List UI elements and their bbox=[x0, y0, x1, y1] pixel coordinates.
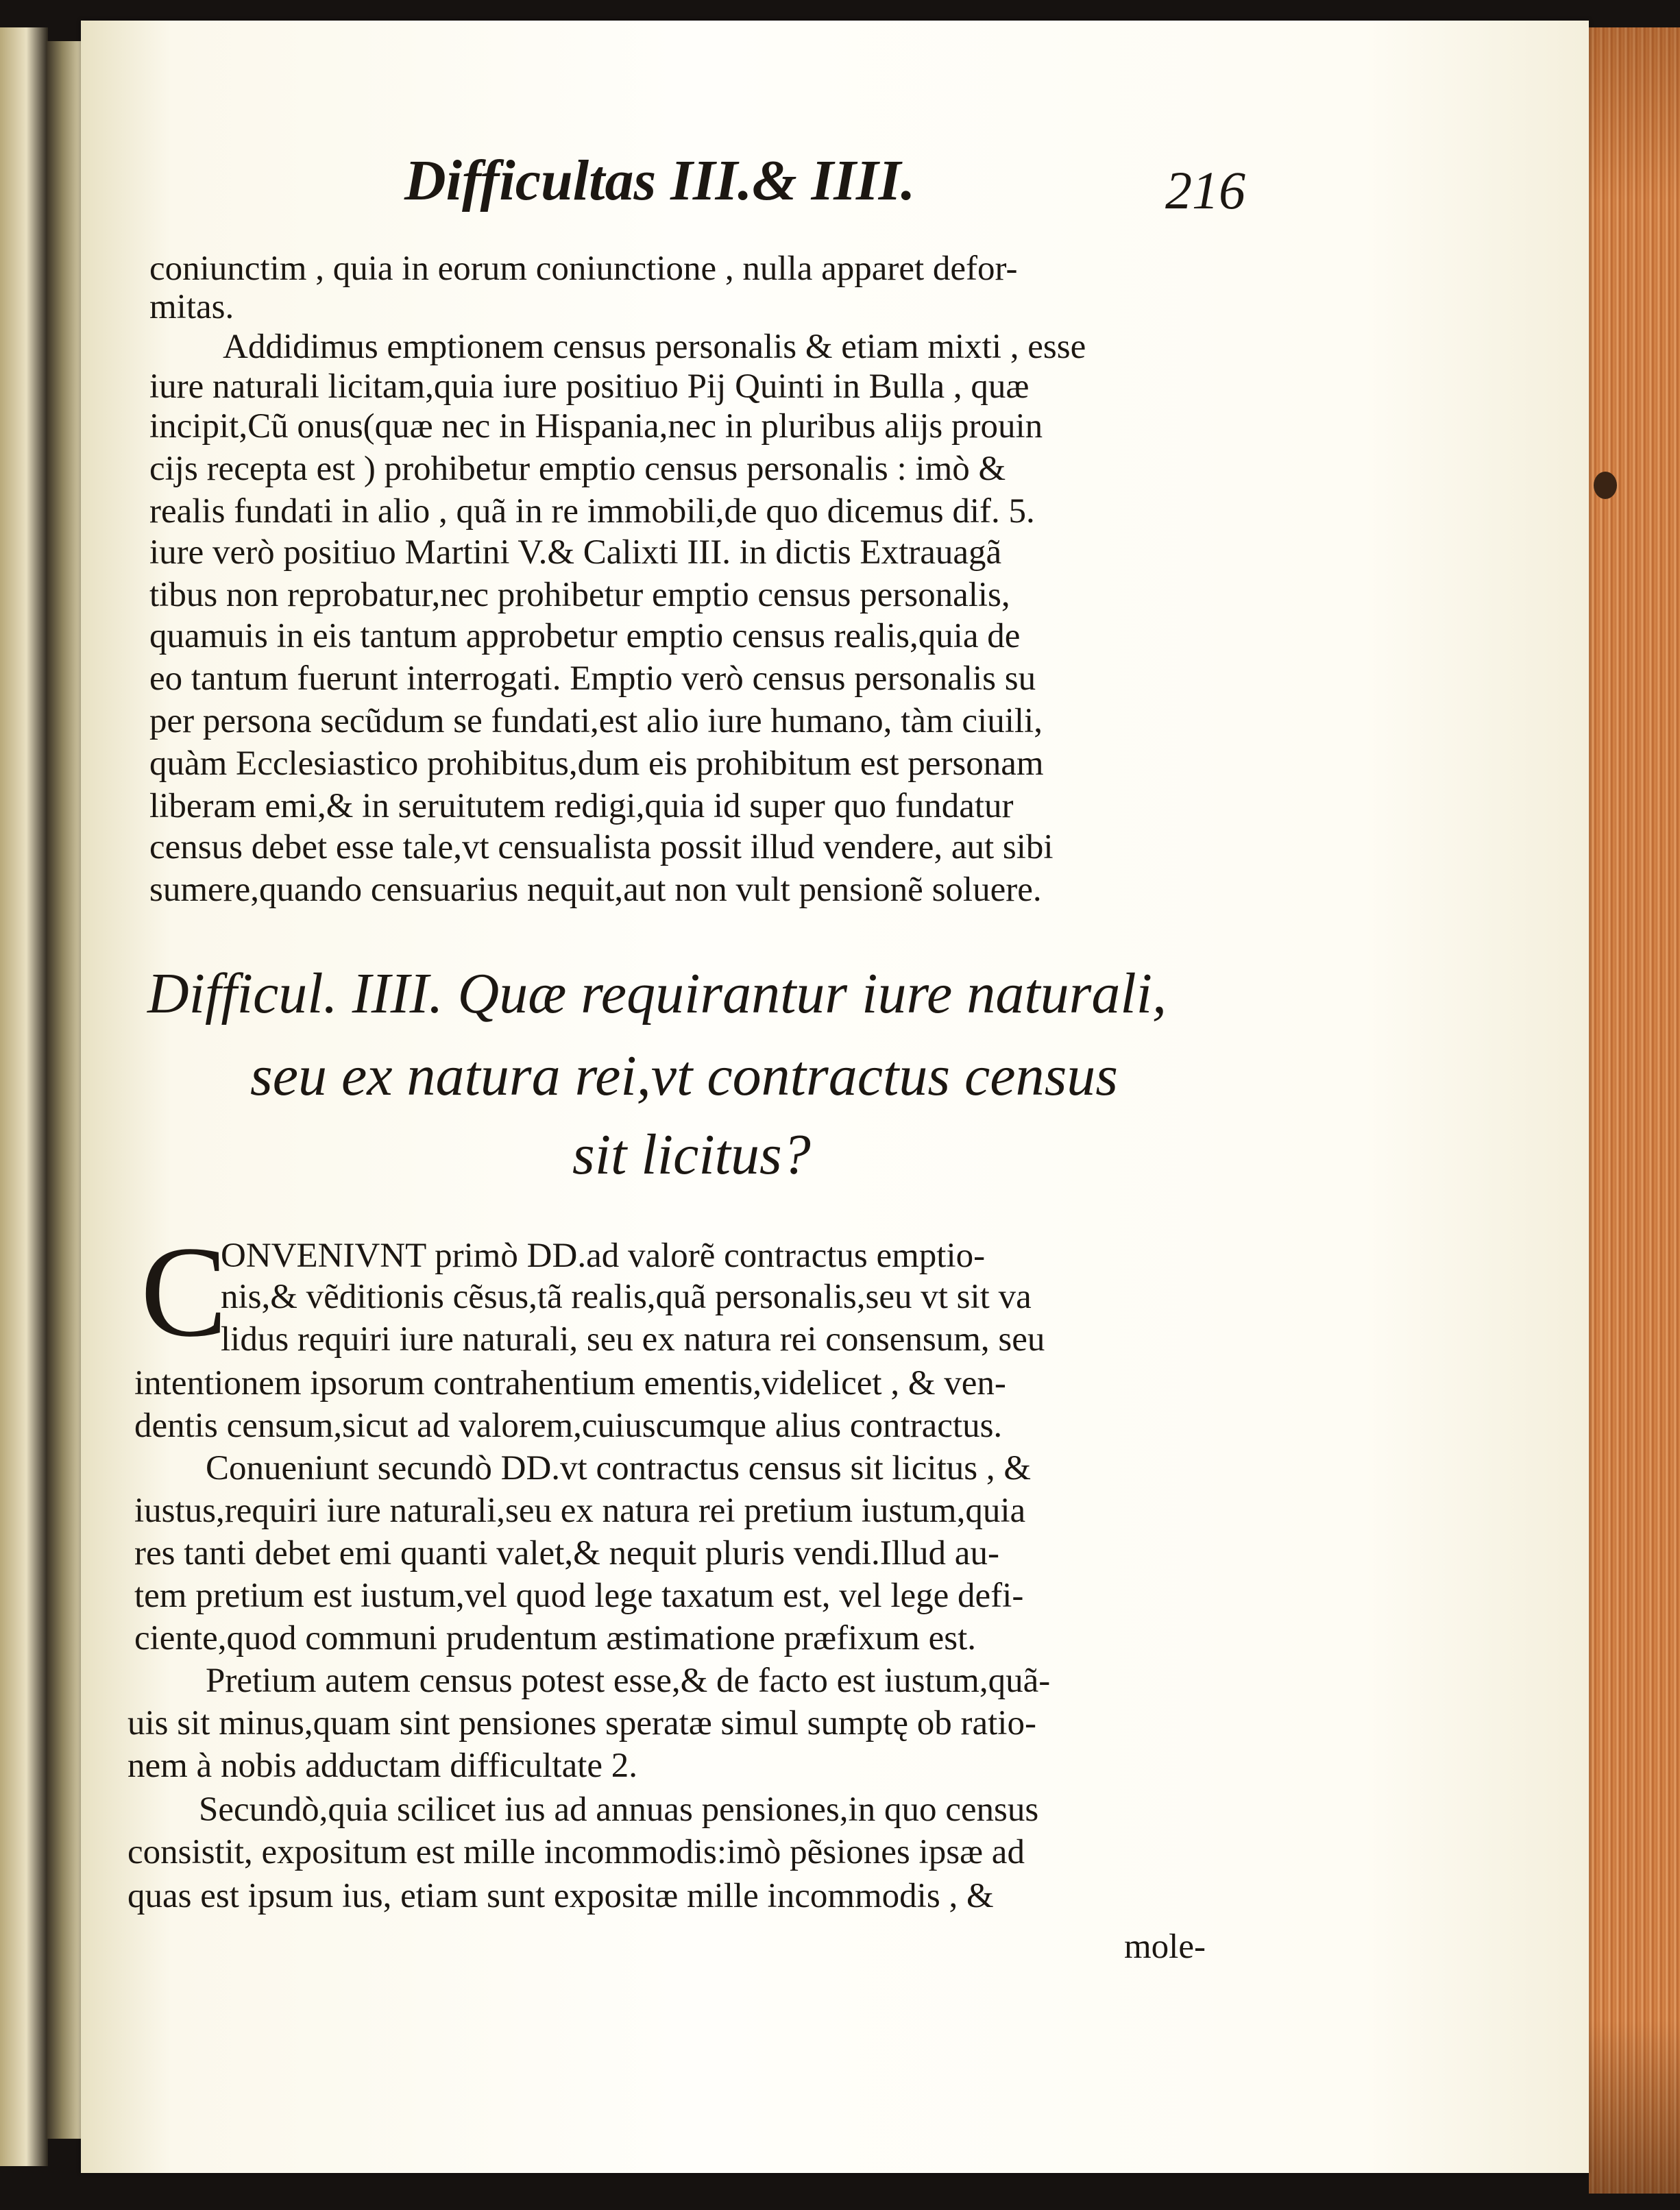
text-line: quàm Ecclesiastico prohibitus,dum eis prohibitum est personam bbox=[149, 744, 1044, 783]
header-title: Difficultas III.& IIII. bbox=[404, 149, 916, 212]
text-line: per persona secũdum se fundati,est alio iure humano, tàm ciuili, bbox=[149, 702, 1043, 740]
running-header bbox=[404, 147, 1295, 236]
text-line: dentis censum,sicut ad valorem,cuiuscumque alius contractus. bbox=[134, 1407, 1003, 1445]
text-line: mitas. bbox=[149, 288, 234, 326]
text-line: quas est ipsum ius, etiam sunt expositæ mille incommodis , & bbox=[127, 1877, 994, 1915]
text-line: tibus non reprobatur,nec prohibetur emptio census personalis, bbox=[149, 576, 1010, 614]
page-edges bbox=[1589, 27, 1680, 2194]
text-line: incipit,Cũ onus(quæ nec in Hispania,nec in pluribus alijs prouin bbox=[149, 407, 1043, 446]
text-line: census debet esse tale,vt censualista possit illud vendere, aut sibi bbox=[149, 828, 1054, 866]
text-line: realis fundati in alio , quã in re immobili,de quo dicemus dif. 5. bbox=[149, 492, 1035, 531]
text-line: res tanti debet emi quanti valet,& nequit pluris vendi.Illud au- bbox=[134, 1534, 999, 1572]
text-line: iure verò positiuo Martini V.& Calixti III. in dictis Extrauagã bbox=[149, 533, 1002, 572]
text-line: nis,& vẽditionis cẽsus,tã realis,quã personalis,seu vt sit va bbox=[221, 1278, 1032, 1316]
text-line: consistit, expositum est mille incommodis:imò pẽsiones ipsæ ad bbox=[127, 1833, 1025, 1871]
ink-stain bbox=[1594, 472, 1617, 499]
text-line: uis sit minus,quam sint pensiones speratæ simul sumptę ob ratio- bbox=[127, 1704, 1036, 1742]
section-title-line: seu ex natura rei,vt contractus census bbox=[250, 1044, 1118, 1108]
text-line: nem à nobis adductam difficultate 2. bbox=[127, 1747, 638, 1785]
text-line: coniunctim , quia in eorum coniunctione , nulla apparet defor- bbox=[149, 250, 1018, 288]
text-line: iure naturali licitam,quia iure positiuo Pij Quinti in Bulla , quæ bbox=[149, 367, 1030, 406]
text-line: Pretium autem census potest esse,& de facto est iustum,quã- bbox=[206, 1662, 1051, 1700]
page-number: 216 bbox=[1165, 160, 1245, 220]
text-line: cijs recepta est ) prohibetur emptio census personalis : imò & bbox=[149, 450, 1006, 488]
text-line: Conueniunt secundò DD.vt contractus census sit licitus , & bbox=[206, 1449, 1032, 1487]
text-line: intentionem ipsorum contrahentium ementis,videlicet , & ven- bbox=[134, 1364, 1006, 1402]
book-gutter bbox=[47, 41, 82, 2139]
section-title-line: Difficul. IIII. Quæ requirantur iure naturali, bbox=[147, 962, 1167, 1025]
text-line: Secundò,quia scilicet ius ad annuas pensiones,in quo census bbox=[199, 1790, 1039, 1829]
text-line: eo tantum fuerunt interrogati. Emptio verò census personalis su bbox=[149, 659, 1036, 698]
text-line: quamuis in eis tantum approbetur emptio census realis,quia de bbox=[149, 617, 1021, 655]
text-line: Addidimus emptionem census personalis & etiam mixti , esse bbox=[223, 328, 1086, 366]
text-line: tem pretium est iustum,vel quod lege taxatum est, vel lege defi- bbox=[134, 1577, 1024, 1615]
text-line: ciente,quod communi prudentum æstimatione præfixum est. bbox=[134, 1619, 977, 1657]
text-line: liberam emi,& in seruitutem redigi,quia id super quo fundatur bbox=[149, 787, 1014, 825]
text-line: iustus,requiri iure naturali,seu ex natura rei pretium iustum,quia bbox=[134, 1492, 1026, 1530]
drop-cap: C bbox=[141, 1220, 228, 1364]
section-title-line: sit licitus? bbox=[572, 1123, 811, 1187]
left-page-edge bbox=[0, 27, 48, 2166]
text-line: ONVENIVNT primò DD.ad valorẽ contractus emptio- bbox=[221, 1237, 986, 1275]
text-line: lidus requiri iure naturali, seu ex natura rei consensum, seu bbox=[221, 1320, 1045, 1359]
catchword: mole- bbox=[1124, 1928, 1206, 1966]
text-line: sumere,quando censuarius nequit,aut non vult pensionẽ soluere. bbox=[149, 871, 1042, 909]
